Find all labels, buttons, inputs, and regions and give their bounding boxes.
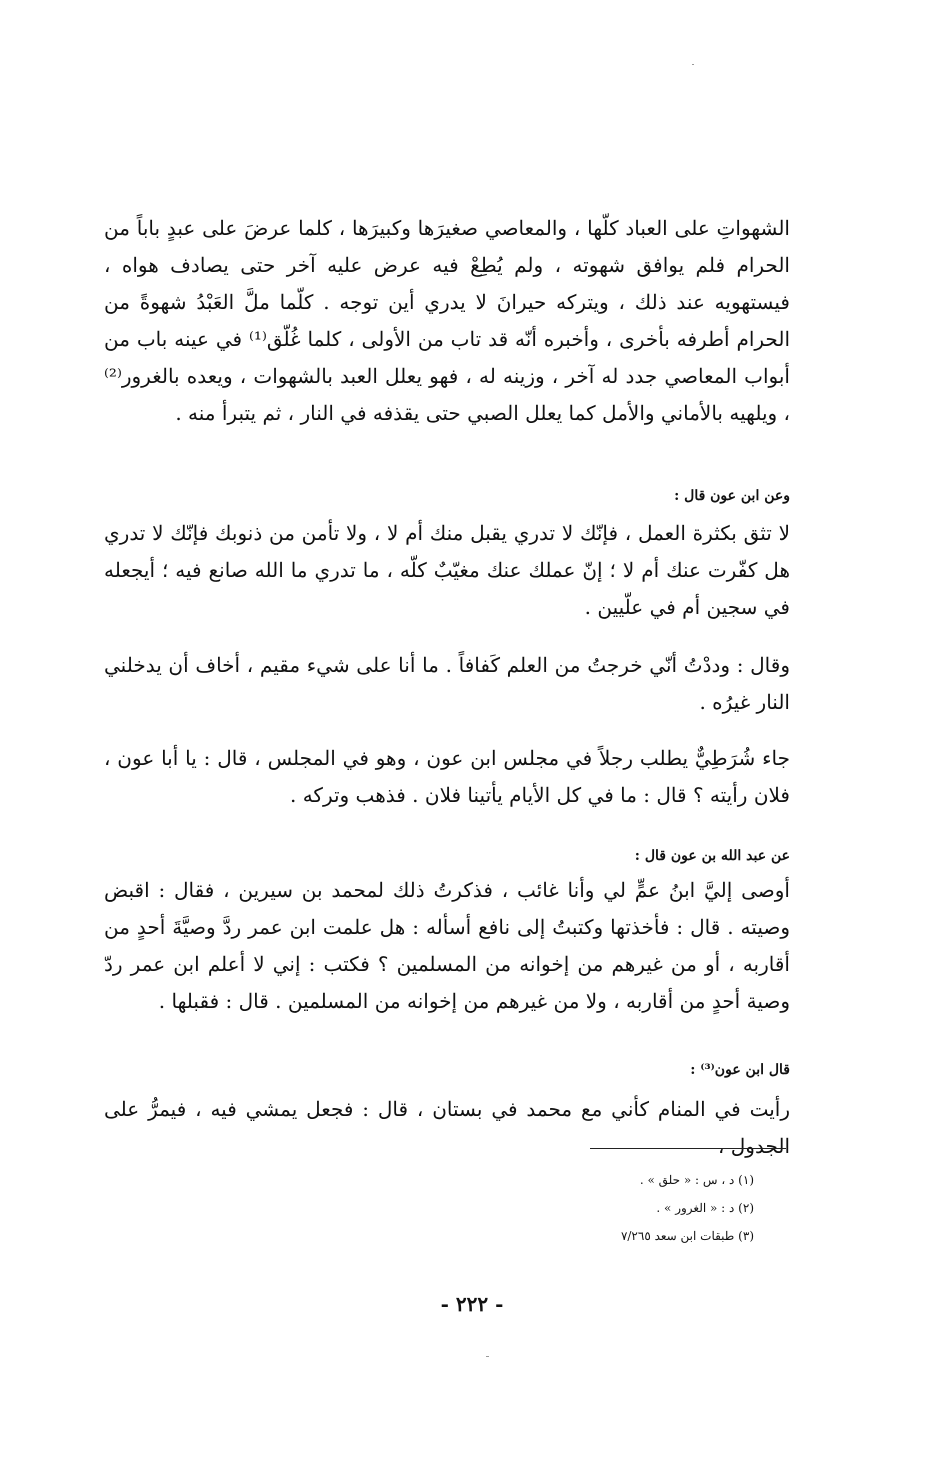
scan-speck	[692, 64, 694, 65]
paragraph-5: أوصى إليَّ ابنُ عمٍّ لي وأنا غائب ، فذكرتُ ذلك لمحمد بن سيرين ، فقال : اقبض وصيته . قال : فأخذتها وكتبتُ إلى نافع أسأله : هل علمت ابن عمر ردَّ وصيَّةَ أحدٍ من أقاربه ، أو من غيرهم من إخوانه من المسلمين ؟ فكتب : إني لا أعلم ابن عمر ردّ وصية أحدٍ من أقاربه ، ولا من غيرهم من إخوانه من المسلمين . قال : فقبلها .	[104, 878, 790, 1013]
paragraph-4: جاء شُرَطِيٌّ يطلب رجلاً في مجلس ابن عون ، وهو في المجلس ، قال : يا أبا عون ، فلان رأيته ؟ قال : ما في كل الأيام يأتينا فلان . فذهب وتركه .	[104, 746, 790, 807]
paragraph-6: رأيت في المنام كأني مع محمد في بستان ، قال : فجعل يمشي فيه ، فيمرُّ على الجدول ،	[104, 1097, 790, 1158]
footnote-1: (١) د ، س : « حلق » .	[639, 1173, 754, 1187]
paragraph-block-6	[104, 1091, 790, 1165]
section-heading-qala-ibn-awn: قال ابن عون⁽³⁾ :	[690, 1062, 790, 1078]
heading-block-1	[104, 486, 790, 506]
heading-block-3	[104, 1060, 790, 1080]
paragraph-block-5	[104, 872, 790, 1020]
footnotes	[480, 1166, 754, 1250]
paragraph-2: لا تثق بكثرة العمل ، فإنّك لا تدري يقبل منك أم لا ، ولا تأمن من ذنوبك فإنّك لا تدري هل كفّرت عنك أم لا ؛ إنّ عملك عنك مغيّبٌ كلّه ، ما تدري ما الله صانع فيه ؛ أيجعله في سجين أم في علّيين .	[104, 521, 790, 619]
page-number: - ٢٢٢ -	[440, 1292, 504, 1316]
main-text	[104, 210, 790, 432]
paragraph-block-4	[104, 740, 790, 814]
paragraph-block-3	[104, 647, 790, 721]
footnote-3: (٣) طبقات ابن سعد ٧/٢٦٥	[620, 1229, 754, 1243]
scan-speck	[486, 1356, 489, 1357]
footnote-divider	[590, 1148, 786, 1149]
section-heading-ibn-awn: وعن ابن عون قال :	[674, 488, 790, 504]
heading-block-2	[104, 846, 790, 866]
section-heading-abdullah-ibn-awn: عن عبد الله بن عون قال :	[634, 848, 790, 864]
paragraph-3: وقال : وددْتُ أنّي خرجتُ من العلم كَفافاً . ما أنا على شيء مقيم ، أخاف أن يدخلني النار غيرُه .	[104, 653, 790, 714]
footnote-2: (٢) د : « الغرور » .	[656, 1201, 754, 1215]
paragraph-1: الشهواتِ على العباد كلّها ، والمعاصي صغيرَها وكبيرَها ، كلما عرضَ على عبدٍ باباً من الحرام فلم يوافق شهوته ، ولم يُطِعْ فيه عرض عليه آخر حتى يصادف هواه ، فيستهويه عند ذلك ، ويتركه حيرانَ لا يدري أين توجه . كلّما ملَّ العَبْدُ شهوةً من الحرام أطرفه بأخرى ، وأخبره أنّه قد تاب من الأولى ، كلما غُلّق⁽¹⁾ في عينه باب من أبواب المعاصي جدد له آخر ، وزينه له ، فهو يعلل العبد بالشهوات ، ويعده بالغرور⁽²⁾ ، ويلهيه بالأماني والأمل كما يعلل الصبي حتى يقذفه في النار ، ثم يتبرأ منه .	[104, 216, 790, 425]
paragraph-block-2	[104, 515, 790, 626]
